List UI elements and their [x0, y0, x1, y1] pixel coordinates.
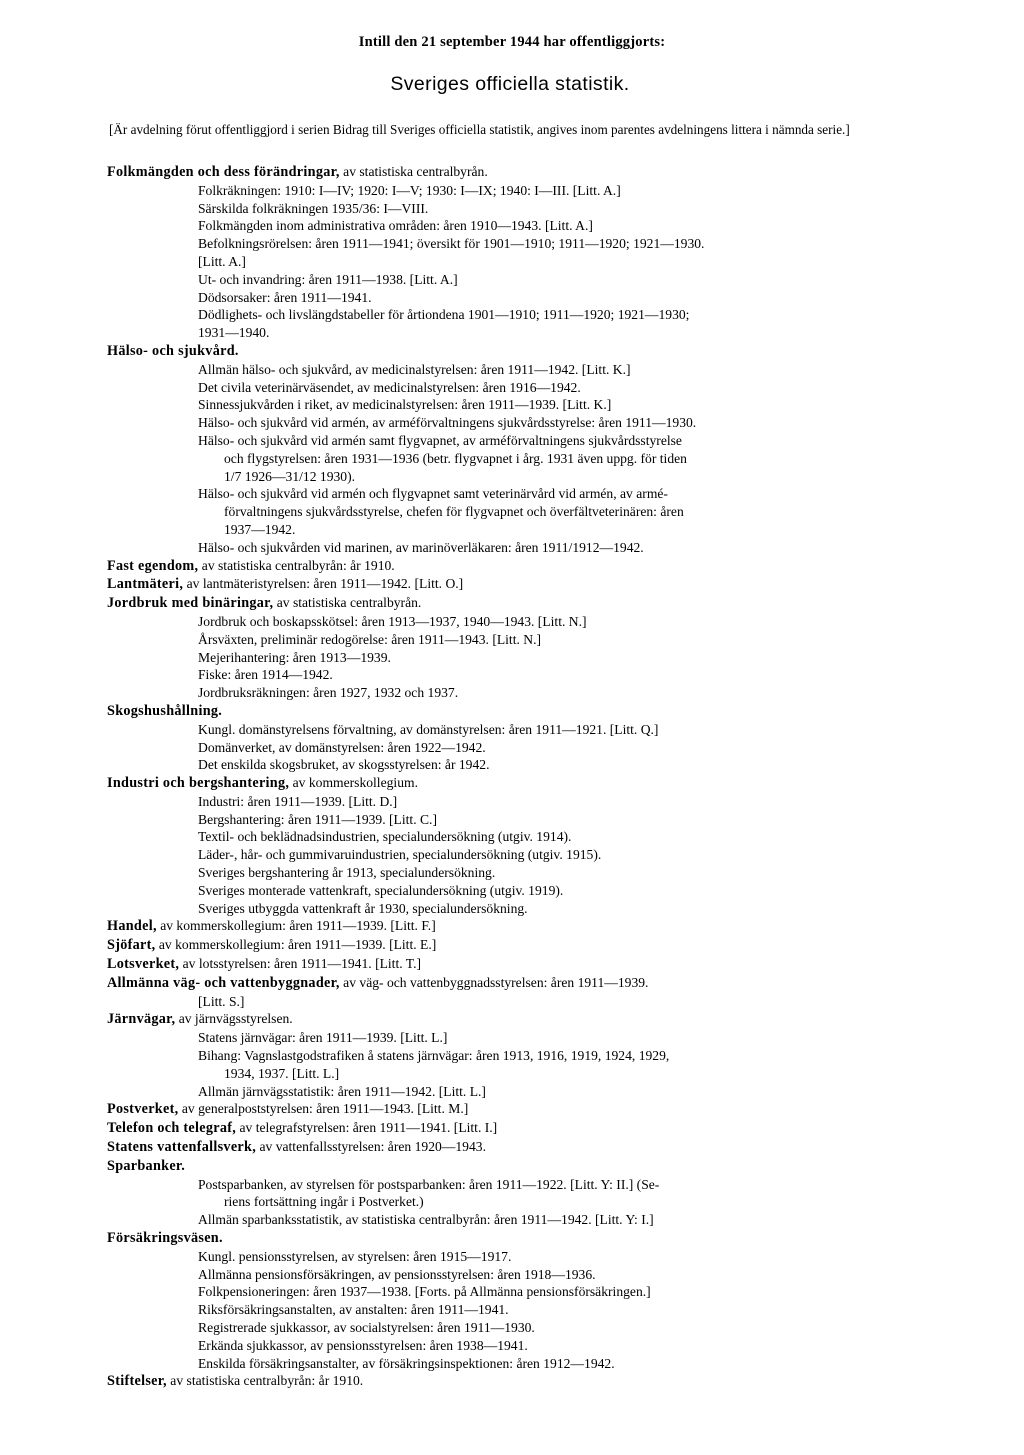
publication-entry: Hälso- och sjukvård vid armén och flygvapnet samt veterinärvård vid armén, av armé- [198, 486, 668, 502]
publication-entry: Hälso- och sjukvård vid armén, av arméförvaltningens sjukvårdsstyrelse: åren 1911—1930. [198, 415, 697, 431]
section-heading: Industri och bergshantering, [107, 775, 290, 792]
publication-entry: Domänverket, av domänstyrelsen: åren 1922—1942. [198, 739, 486, 755]
section-entry [107, 1100, 917, 1119]
section-entry [107, 955, 917, 974]
publication-entry: Sveriges utbyggda vattenkraft år 1930, specialundersökning. [198, 900, 528, 916]
publication-entry: Kungl. pensionsstyrelsen, av styrelsen: åren 1915—1917. [198, 1248, 512, 1264]
publication-entry: Mejerihantering: åren 1913—1939. [198, 649, 391, 665]
section-entry [107, 594, 917, 613]
publication-entry: [Litt. S.] [198, 993, 245, 1009]
section-entry [107, 702, 917, 721]
publication-entry: Fiske: åren 1914—1942. [198, 667, 333, 683]
entry-continuation: 1934, 1937. [Litt. L.] [224, 1065, 340, 1081]
section-heading: Telefon och telegraf, [107, 1120, 237, 1137]
section-entry [107, 163, 917, 182]
section-heading: Hälso- och sjukvård. [107, 342, 239, 359]
publication-entry: Det enskilda skogsbruket, av skogsstyrelsen: år 1942. [198, 757, 490, 773]
publication-entry: Sveriges bergshantering år 1913, specialundersökning. [198, 865, 496, 881]
publication-entry: Dödsorsaker: åren 1911—1941. [198, 289, 372, 305]
section-description: av statistiska centralbyrån. [273, 595, 422, 611]
section-heading: Försäkringsväsen. [107, 1230, 223, 1247]
publication-entry: Allmänna pensionsförsäkringen, av pensionsstyrelsen: åren 1918—1936. [198, 1266, 596, 1282]
publication-entry: Jordbruksräkningen: åren 1927, 1932 och 1937. [198, 685, 459, 701]
section-heading: Stiftelser, [107, 1373, 167, 1390]
section-description: av kommerskollegium: åren 1911—1939. [Litt. E.] [155, 937, 437, 953]
section-entry [107, 1229, 917, 1248]
editorial-note: [Är avdelning förut offentliggjord i serien Bidrag till Sveriges officiella statistik, angives inom parentes avdelningens littera i nämnda serie.] [109, 122, 850, 137]
entry-continuation: förvaltningens sjukvårdsstyrelse, chefen för flygvapnet och överfältveterinären: åren [224, 504, 684, 520]
section-entry [107, 936, 917, 955]
section-entry [107, 1010, 917, 1029]
section-heading: Lotsverket, [107, 956, 180, 973]
page-title: Sveriges officiella statistik. [390, 73, 630, 95]
publication-entry: Allmän järnvägsstatistik: åren 1911—1942. [Litt. L.] [198, 1083, 486, 1099]
section-entry [107, 1372, 917, 1391]
entry-continuation: och flygstyrelsen: åren 1931—1936 (betr. flygvapnet i årg. 1931 även uppg. för tiden [224, 450, 687, 466]
section-heading: Handel, [107, 918, 157, 935]
section-description: av kommerskollegium. [289, 775, 418, 791]
publication-entry: Postsparbanken, av styrelsen för postsparbanken: åren 1911—1922. [Litt. Y: II.] (Se- [198, 1176, 660, 1192]
publication-entry: Ut- och invandring: åren 1911—1938. [Litt. A.] [198, 271, 458, 287]
publication-list [107, 163, 917, 1391]
section-entry [107, 342, 917, 361]
section-description: av telegrafstyrelsen: åren 1911—1941. [Litt. I.] [236, 1120, 498, 1136]
section-description: av vattenfallsstyrelsen: åren 1920—1943. [256, 1139, 486, 1155]
publication-entry: [Litt. A.] [198, 253, 246, 269]
section-heading: Lantmäteri, [107, 576, 184, 593]
section-heading: Allmänna väg- och vattenbyggnader, [107, 974, 340, 991]
publication-entry: Folkpensioneringen: åren 1937—1938. [Forts. på Allmänna pensionsförsäkringen.] [198, 1284, 651, 1300]
publication-entry: Bihang: Vagnslastgodstrafiken å statens järnvägar: åren 1913, 1916, 1919, 1924, 1929, [198, 1048, 670, 1064]
publication-entry: Hälso- och sjukvården vid marinen, av marinöverläkaren: åren 1911/1912—1942. [198, 539, 644, 555]
section-description: av statistiska centralbyrån: år 1910. [198, 557, 395, 573]
section-description: av generalpoststyrelsen: åren 1911—1943. [Litt. M.] [178, 1101, 469, 1117]
section-heading: Statens vattenfallsverk, [107, 1139, 257, 1156]
publication-entry: Dödlighets- och livslängdstabeller för årtiondena 1901—1910; 1911—1920; 1921—1930; [198, 307, 690, 323]
section-heading: Folkmängden och dess förändringar, [107, 164, 340, 180]
section-description: av statistiska centralbyrån: år 1910. [166, 1373, 364, 1389]
section-description: av väg- och vattenbyggnadsstyrelsen: åren 1911—1939. [339, 974, 649, 990]
section-entry [107, 575, 917, 594]
entry-continuation: 1/7 1926—31/12 1930). [224, 468, 356, 484]
publication-entry: 1931—1940. [198, 325, 270, 341]
publication-entry: Bergshantering: åren 1911—1939. [Litt. C.] [198, 811, 437, 827]
publication-entry: Textil- och beklädnadsindustrien, specialundersökning (utgiv. 1914). [198, 829, 572, 845]
publication-entry: Sinnessjukvården i riket, av medicinalstyrelsen: åren 1911—1939. [Litt. K.] [198, 397, 612, 413]
publication-entry: Riksförsäkringsanstalten, av anstalten: åren 1911—1941. [198, 1302, 509, 1318]
section-entry [107, 1119, 917, 1138]
publication-entry: Särskilda folkräkningen 1935/36: I—VIII. [198, 200, 429, 216]
page-heading: Intill den 21 september 1944 har offentliggjorts: [358, 34, 666, 50]
publication-entry: Industri: åren 1911—1939. [Litt. D.] [198, 793, 398, 809]
section-heading: Fast egendom, [107, 557, 199, 574]
section-heading: Postverket, [107, 1101, 179, 1118]
section-heading: Sjöfart, [107, 937, 156, 954]
section-entry [107, 974, 917, 993]
entry-continuation: riens fortsättning ingår i Postverket.) [224, 1194, 424, 1210]
entry-continuation: 1937—1942. [224, 521, 296, 537]
publication-entry: Kungl. domänstyrelsens förvaltning, av domänstyrelsen: åren 1911—1921. [Litt. Q.] [198, 721, 659, 737]
section-heading: Skogshushållning. [107, 702, 223, 719]
publication-entry: Allmän sparbanksstatistik, av statistiska centralbyrån: åren 1911—1942. [Litt. Y: I.] [198, 1212, 654, 1228]
section-description: av lantmäteristyrelsen: åren 1911—1942. [Litt. O.] [183, 576, 464, 592]
publication-entry: Det civila veterinärväsendet, av medicinalstyrelsen: åren 1916—1942. [198, 379, 581, 395]
section-heading: Järnvägar, [107, 1011, 176, 1028]
publication-entry: Befolkningsrörelsen: åren 1911—1941; översikt för 1901—1910; 1911—1920; 1921—1930. [198, 236, 705, 252]
section-heading: Jordbruk med binäringar, [107, 595, 274, 612]
section-entry [107, 557, 917, 576]
publication-entry: Registrerade sjukkassor, av socialstyrelsen: åren 1911—1930. [198, 1320, 535, 1335]
section-description: av kommerskollegium: åren 1911—1939. [Litt. F.] [156, 918, 436, 934]
section-entry [107, 917, 917, 936]
publication-entry: Statens järnvägar: åren 1911—1939. [Litt. L.] [198, 1030, 448, 1046]
publication-entry: Erkända sjukkassor, av pensionsstyrelsen: åren 1938—1941. [198, 1337, 528, 1353]
publication-entry: Allmän hälso- och sjukvård, av medicinalstyrelsen: åren 1911—1942. [Litt. K.] [198, 361, 631, 377]
section-heading: Sparbanker. [107, 1157, 186, 1174]
publication-entry: Folkräkningen: 1910: I—IV; 1920: I—V; 1930: I—IX; 1940: I—III. [Litt. A.] [198, 182, 621, 198]
section-description: av lotsstyrelsen: åren 1911—1941. [Litt. T.] [179, 956, 421, 972]
section-entry [107, 1138, 917, 1157]
section-description: av statistiska centralbyrån. [339, 164, 488, 179]
section-description: av järnvägsstyrelsen. [175, 1011, 293, 1027]
publication-entry: Jordbruk och boskapsskötsel: åren 1913—1937, 1940—1943. [Litt. N.] [198, 613, 587, 629]
publication-entry: Läder-, hår- och gummivaruindustrien, specialundersökning (utgiv. 1915). [198, 847, 602, 863]
section-entry [107, 774, 917, 793]
publication-entry: Folkmängden inom administrativa områden: åren 1910—1943. [Litt. A.] [198, 218, 593, 234]
publication-entry: Hälso- och sjukvård vid armén samt flygvapnet, av arméförvaltningens sjukvårdsstyrelse [198, 432, 682, 448]
section-entry [107, 1157, 917, 1176]
publication-entry: Sveriges monterade vattenkraft, specialundersökning (utgiv. 1919). [198, 882, 564, 898]
publication-entry: Enskilda försäkringsanstalter, av försäkringsinspektionen: åren 1912—1942. [198, 1355, 615, 1371]
publication-entry: Årsväxten, preliminär redogörelse: åren 1911—1943. [Litt. N.] [198, 631, 542, 647]
